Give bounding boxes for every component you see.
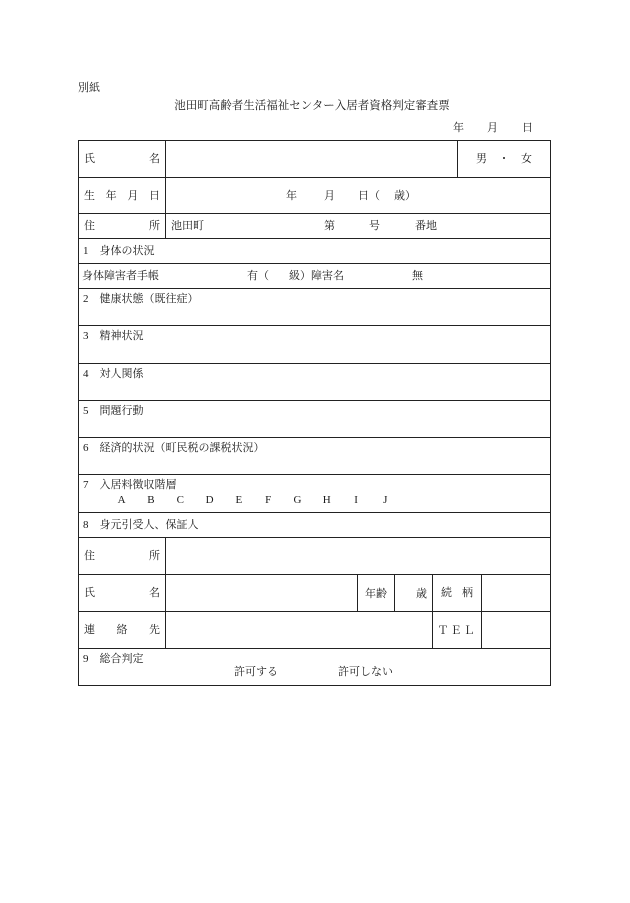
judgment-approve: 許可する — [234, 666, 278, 678]
assessment-table — [78, 140, 551, 686]
guarantor-name-label-cell — [79, 575, 165, 611]
address-field — [165, 214, 550, 238]
address-label: 住 所 — [84, 220, 160, 232]
birthdate-label-cell — [79, 178, 165, 213]
row-disability — [79, 263, 550, 288]
guarantor-address-label-cell — [79, 538, 165, 574]
row-guarantor-name — [79, 574, 550, 611]
section-fee-tier: 7 入居料徴収階層 — [83, 479, 177, 491]
guarantor-age-label-cell — [357, 575, 394, 611]
guarantor-contact-label-cell — [79, 612, 165, 648]
address-town: 池田町 — [171, 220, 204, 232]
guarantor-tel-label: ＴＥＬ — [437, 625, 477, 637]
row-birthdate — [79, 177, 550, 213]
date-month: 月 — [487, 122, 498, 134]
fee-tier-d: D — [205, 494, 214, 506]
guarantor-age-unit: 歳 — [416, 588, 427, 600]
disability-none: 無 — [412, 270, 423, 282]
row-guarantor-address — [79, 537, 550, 574]
row-economic — [79, 437, 550, 474]
guarantor-contact-field — [165, 612, 432, 648]
fee-tier-f: F — [265, 494, 272, 506]
form-title: 池田町高齢者生活福祉センター入居者資格判定審査票 — [174, 100, 450, 112]
fee-tier-g: G — [293, 494, 302, 506]
birthdate-field — [165, 178, 550, 213]
birthdate-day: 日（ — [358, 189, 380, 202]
guarantor-age-label: 年齢 — [365, 588, 387, 600]
birthdate-month: 月 — [324, 189, 335, 202]
guarantor-tel-label-cell — [432, 612, 481, 648]
fee-tier-list — [107, 493, 400, 507]
guarantor-address-label: 住 所 — [84, 550, 160, 562]
birthdate-year: 年 — [286, 189, 297, 202]
section-health: 2 健康状態（既往症） — [83, 293, 199, 305]
address-label-cell — [79, 214, 165, 238]
date-day: 日 — [522, 122, 533, 134]
name-label-cell — [79, 141, 165, 177]
guarantor-relationship-field — [481, 575, 550, 611]
gender-cell — [457, 141, 550, 177]
birthdate-age: 歳） — [394, 189, 416, 202]
fee-tier-i: I — [354, 494, 358, 506]
fee-tier-c: C — [176, 494, 184, 506]
row-fee-tier — [79, 474, 550, 512]
birthdate-label: 生 年 月 日 — [84, 189, 160, 202]
judgment-deny: 許可しない — [338, 666, 393, 678]
section-economic: 6 経済的状況（町民税の課税状況） — [83, 442, 265, 454]
address-lot: 番地 — [415, 220, 437, 232]
row-guarantor-contact — [79, 611, 550, 648]
fee-tier-b: B — [147, 494, 155, 506]
row-health — [79, 288, 550, 325]
address-number: 号 — [369, 220, 380, 232]
date-year: 年 — [453, 122, 464, 134]
guarantor-age-field — [394, 575, 432, 611]
fee-tier-e: E — [235, 494, 243, 506]
row-guarantor-title — [79, 512, 550, 537]
row-social — [79, 363, 550, 400]
section-judgment: 9 総合判定 — [83, 653, 144, 665]
fee-tier-a: A — [117, 494, 126, 506]
guarantor-relationship-label-cell — [432, 575, 481, 611]
section-behavior: 5 問題行動 — [83, 405, 144, 417]
attachment-label: 別紙 — [78, 82, 100, 94]
row-judgment — [79, 648, 550, 685]
row-mental — [79, 325, 550, 363]
guarantor-name-label: 氏 名 — [84, 587, 160, 599]
row-name — [79, 141, 550, 177]
section-physical: 1 身体の状況 — [83, 245, 155, 257]
row-behavior — [79, 400, 550, 437]
section-mental: 3 精神状況 — [83, 330, 144, 342]
guarantor-tel-field — [481, 612, 550, 648]
disability-label: 身体障害者手帳 — [82, 270, 159, 282]
name-field — [165, 141, 457, 177]
section-guarantor: 8 身元引受人、保証人 — [83, 519, 199, 531]
address-block: 第 — [324, 220, 335, 232]
guarantor-relationship-label: 続 柄 — [441, 587, 473, 599]
guarantor-name-field — [165, 575, 357, 611]
gender-options: 男 ・ 女 — [476, 153, 532, 165]
fee-tier-j: J — [383, 494, 388, 506]
disability-grade-name: 級）障害名 — [289, 270, 344, 282]
disability-has: 有（ — [247, 270, 269, 282]
row-address — [79, 213, 550, 238]
guarantor-contact-label: 連 絡 先 — [84, 624, 160, 636]
fee-tier-h: H — [322, 494, 331, 506]
section-social: 4 対人関係 — [83, 368, 144, 380]
row-physical — [79, 238, 550, 263]
name-label: 氏 名 — [84, 153, 160, 165]
guarantor-address-field — [165, 538, 550, 574]
